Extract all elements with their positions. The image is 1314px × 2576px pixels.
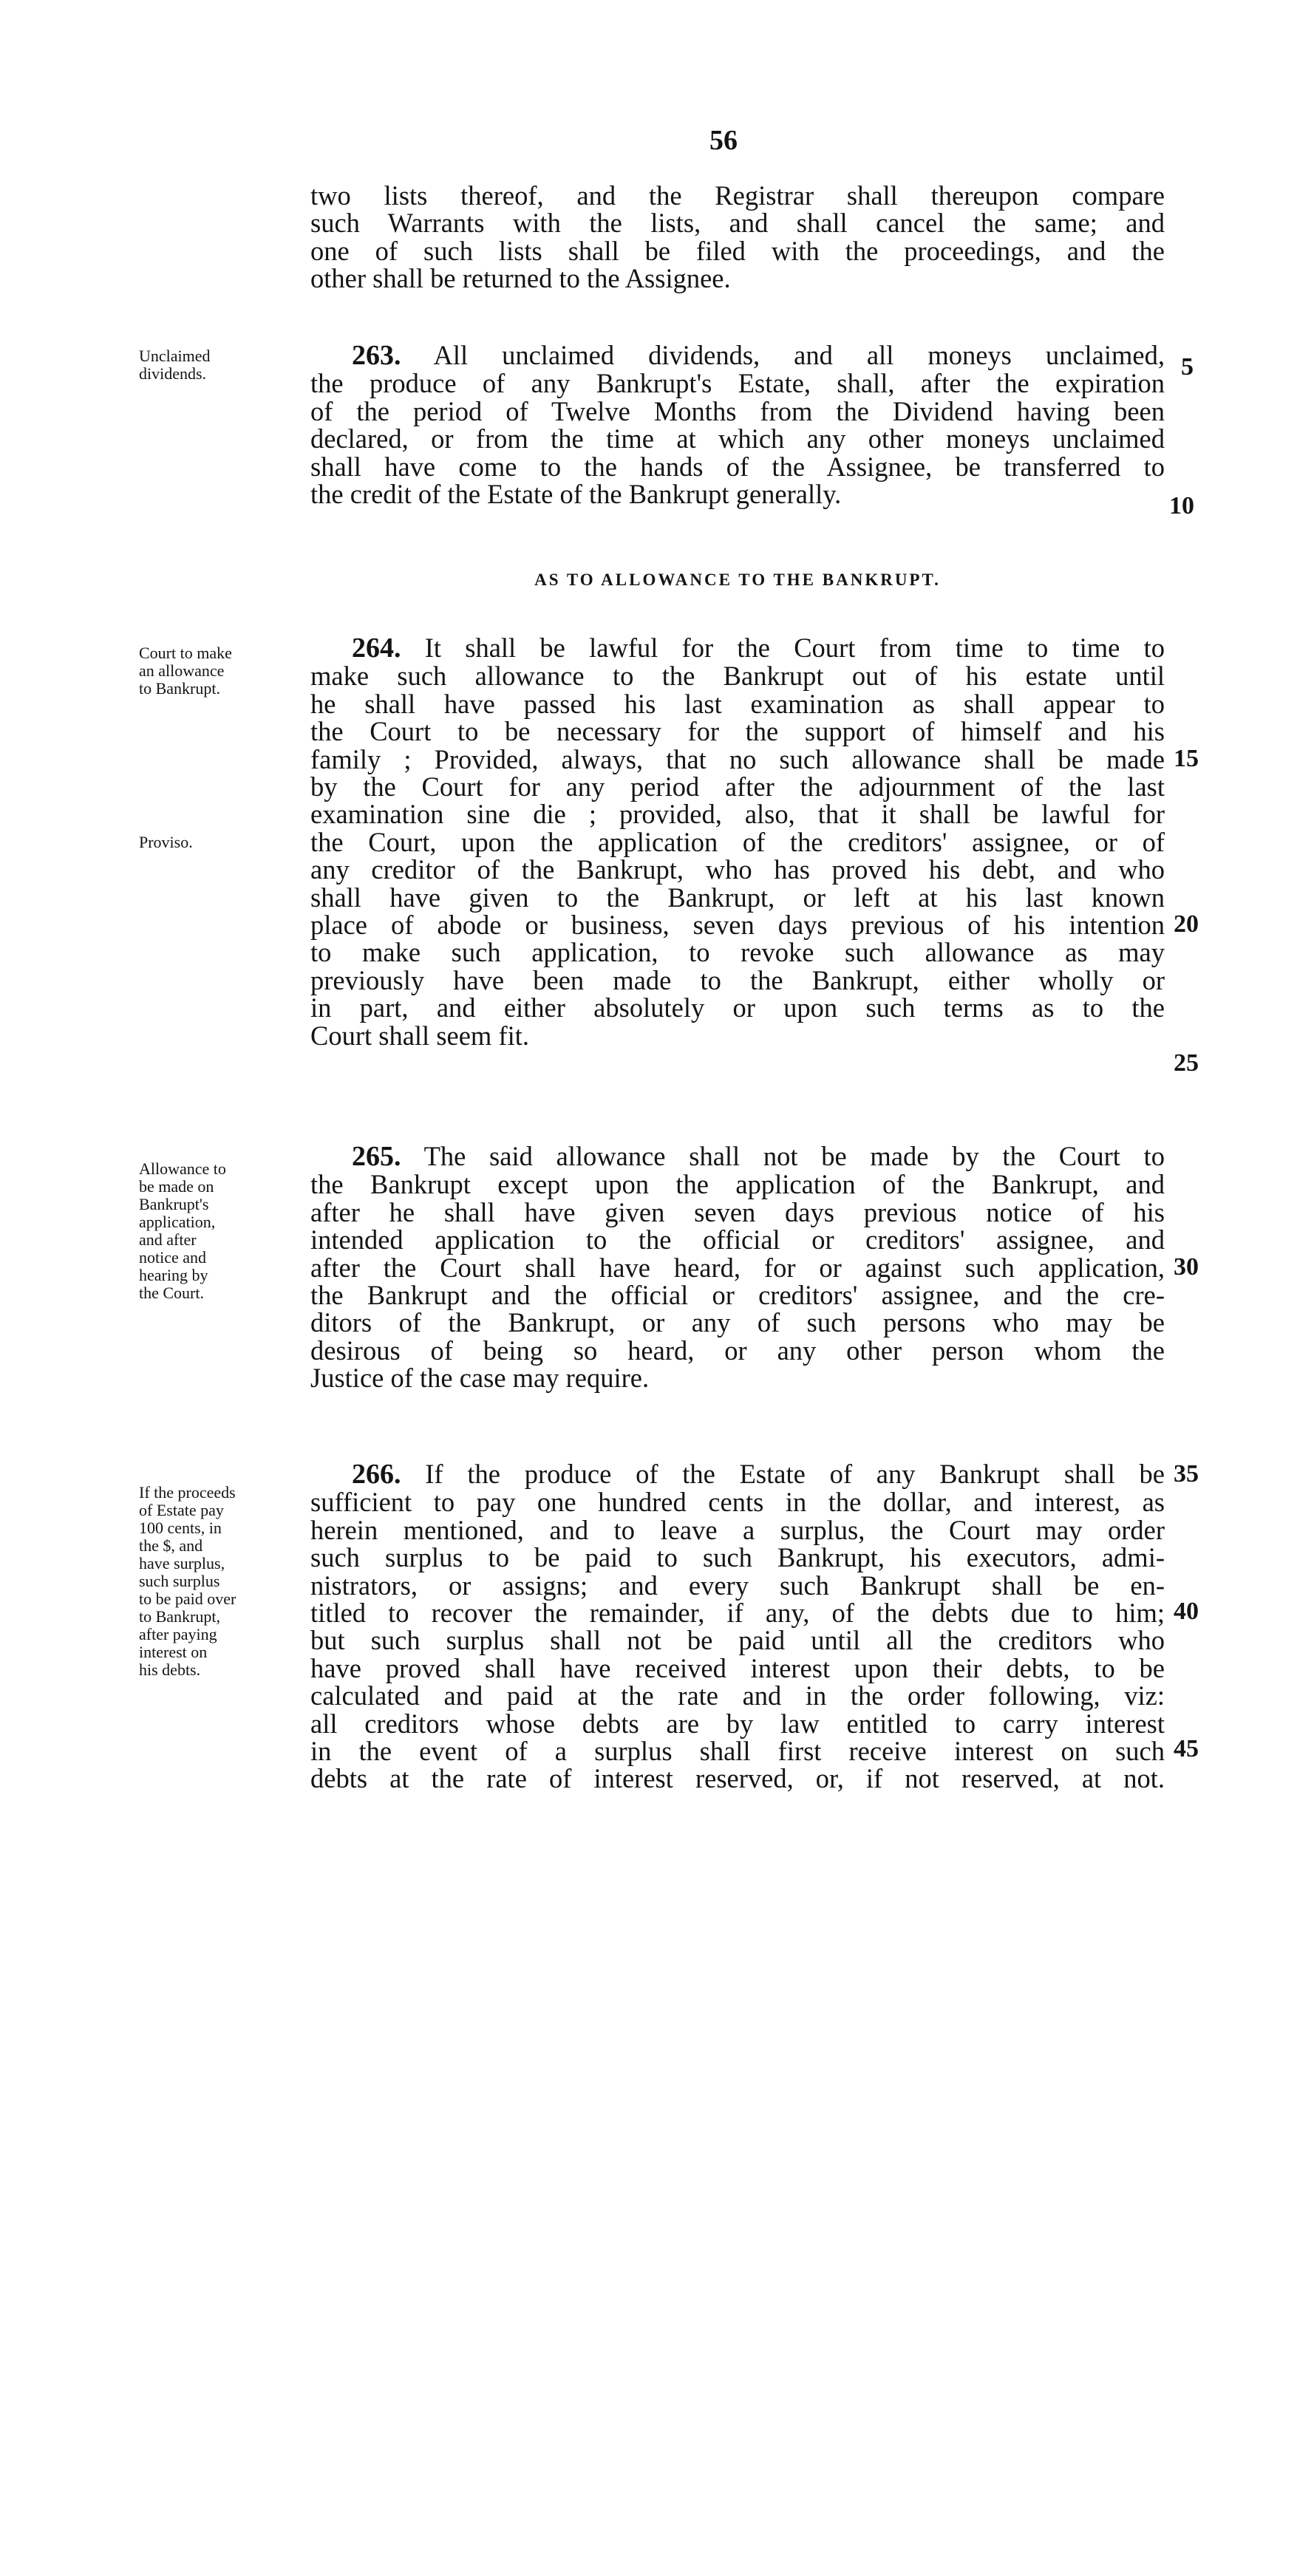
text-line: shall have given to the Bankrupt, or left at his last known: [310, 882, 1165, 913]
section-number: 265.: [352, 1141, 401, 1172]
text-line: 264. It shall be lawful for the Court from time to time to: [352, 633, 1165, 664]
text-line: all creditors whose debts are by law entitled to carry interest: [310, 1708, 1165, 1739]
line-number-45: 45: [1174, 1735, 1199, 1762]
section-265: [310, 1142, 1165, 1392]
text-line: two lists thereof, and the Registrar shall thereupon compare: [310, 180, 1165, 211]
text-line: intended application to the official or creditors' assignee, and: [310, 1224, 1165, 1255]
text-line: after the Court shall have heard, for or against such application,: [310, 1252, 1165, 1283]
text-line: the Bankrupt and the official or creditors' assignee, and the cre-: [310, 1280, 1165, 1311]
line-number-35: 35: [1174, 1460, 1199, 1488]
text-line: family ; Provided, always, that no such allowance shall be made: [310, 743, 1165, 774]
section-266: [310, 1460, 1165, 1793]
text-line: make such allowance to the Bankrupt out of his estate until: [310, 661, 1165, 692]
text-line: such Warrants with the lists, and shall cancel the same; and: [310, 208, 1165, 239]
text-line: the Court to be necessary for the support of himself and his: [310, 716, 1165, 747]
text-line: any creditor of the Bankrupt, who has proved his debt, and who: [310, 854, 1165, 885]
section-number: 263.: [352, 340, 401, 371]
text-line: such surplus to be paid to such Bankrupt, his executors, admi-: [310, 1542, 1165, 1573]
line-number-30: 30: [1174, 1253, 1199, 1281]
text-line: but such surplus shall not be paid until all the creditors who: [310, 1625, 1165, 1656]
section-heading: AS TO ALLOWANCE TO THE BANKRUPT.: [534, 570, 941, 589]
text-line: the Bankrupt except upon the application of the Bankrupt, and: [310, 1169, 1165, 1200]
line-number-40: 40: [1174, 1598, 1199, 1625]
page-number: 56: [709, 125, 738, 156]
text-line: shall have come to the hands of the Assignee, be transferred to: [310, 451, 1165, 482]
line-number-25: 25: [1174, 1049, 1199, 1077]
text-line: sufficient to pay one hundred cents in the dollar, and interest, as: [310, 1487, 1165, 1518]
line-number-20: 20: [1174, 910, 1199, 938]
section-number: 264.: [352, 633, 401, 664]
text-line: previously have been made to the Bankrupt, either wholly or: [310, 964, 1165, 995]
margin-note-court-allowance: Court to make an allowance to Bankrupt.: [139, 644, 232, 698]
text-line: desirous of being so heard, or any other person whom the: [310, 1335, 1165, 1366]
text-line: he shall have passed his last examination as shall appear to: [310, 688, 1165, 719]
text-line: in the event of a surplus shall first receive interest on such: [310, 1736, 1165, 1767]
margin-note-proceeds-surplus: If the proceeds of Estate pay 100 cents, in the $, and have surplus, such surplus to be paid over to Bankrupt, after paying interest on his debts.: [139, 1483, 236, 1679]
text-line: Court shall seem fit.: [310, 1020, 530, 1051]
section-263: [310, 341, 1165, 508]
line-number-10: 10: [1169, 492, 1194, 519]
text-line: debts at the rate of interest reserved, or, if not reserved, at not.: [310, 1763, 1165, 1794]
margin-note-allowance-application: Allowance to be made on Bankrupt's application, and after notice and hearing by the Court.: [139, 1159, 226, 1302]
text-line: 265. The said allowance shall not be made by the Court to: [352, 1141, 1165, 1172]
text-line: 263. All unclaimed dividends, and all moneys unclaimed,: [352, 340, 1165, 371]
section-264: [310, 634, 1165, 1049]
text-line: declared, or from the time at which any other moneys unclaimed: [310, 423, 1165, 454]
text-line: the credit of the Estate of the Bankrupt generally.: [310, 479, 842, 510]
text-line: ditors of the Bankrupt, or any of such persons who may be: [310, 1307, 1165, 1338]
text-line: Justice of the case may require.: [310, 1363, 650, 1394]
text-line: of the period of Twelve Months from the Dividend having been: [310, 395, 1165, 426]
text-line: to make such application, to revoke such allowance as may: [310, 937, 1165, 968]
text-line: by the Court for any period after the adjournment of the last: [310, 771, 1165, 803]
section-number: 266.: [352, 1459, 401, 1490]
text-line: calculated and paid at the rate and in the order following, viz:: [310, 1680, 1165, 1711]
text-line: one of such lists shall be filed with the proceedings, and the: [310, 235, 1165, 266]
text-line: herein mentioned, and to leave a surplus, the Court may order: [310, 1514, 1165, 1545]
margin-note-proviso: Proviso.: [139, 833, 193, 851]
text-line: the Court, upon the application of the creditors' assignee, or of: [310, 826, 1165, 857]
text-line: the produce of any Bankrupt's Estate, shall, after the expiration: [310, 368, 1165, 399]
text-line: other shall be returned to the Assignee.: [310, 263, 731, 294]
line-number-15: 15: [1174, 745, 1199, 772]
text-line: after he shall have given seven days previous notice of his: [310, 1196, 1165, 1227]
text-line: have proved shall have received interest upon their debts, to be: [310, 1652, 1165, 1683]
text-line: in part, and either absolutely or upon such terms as to the: [310, 992, 1165, 1023]
text-line: nistrators, or assigns; and every such Bankrupt shall be en-: [310, 1570, 1165, 1601]
text-line: titled to recover the remainder, if any, of the debts due to him;: [310, 1598, 1165, 1629]
text-line: place of abode or business, seven days previous of his intention: [310, 910, 1165, 941]
text-line: 266. If the produce of the Estate of any Bankrupt shall be: [352, 1459, 1165, 1490]
continuation-paragraph: [310, 182, 1165, 293]
text-line: examination sine die ; provided, also, that it shall be lawful for: [310, 799, 1165, 830]
line-number-5: 5: [1181, 353, 1194, 381]
margin-note-unclaimed-dividends: Unclaimed dividends.: [139, 347, 211, 383]
